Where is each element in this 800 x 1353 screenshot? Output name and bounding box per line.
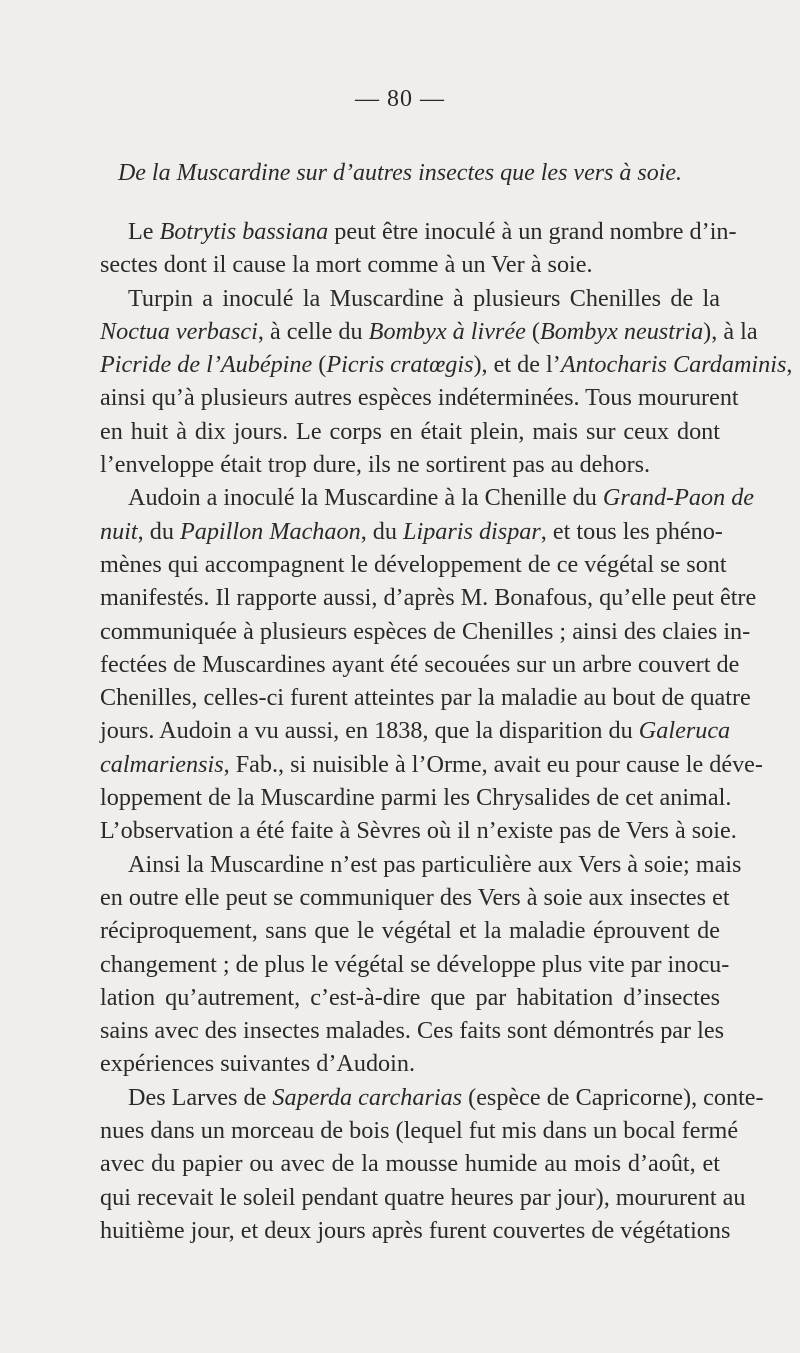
- text-run: mènes qui accompagnent le développement de ce végétal se sont: [100, 550, 727, 578]
- text-run: , à celle du: [257, 317, 369, 345]
- text-line: [100, 1214, 731, 1247]
- text-run: (espèce de Capricorne), conte-: [462, 1083, 764, 1111]
- text-line: [100, 315, 758, 348]
- text-run: , du: [360, 517, 404, 545]
- text-line: [100, 248, 720, 281]
- text-run: Le: [128, 218, 160, 245]
- text-run: manifestés. Il rapporte aussi, d’après M. Bonafous, qu’elle peut être: [100, 584, 757, 612]
- text-line: [100, 348, 793, 381]
- text-line: [100, 681, 751, 714]
- text-line: [100, 1147, 720, 1180]
- text-run: huitième jour, et deux jours après furent couvertes de végétations: [100, 1216, 731, 1244]
- text-run: nues dans un morceau de bois (lequel fut mis dans un bocal fermé: [100, 1117, 739, 1145]
- italic-term: Bombyx à livrée: [368, 317, 526, 345]
- text-run: avec du papier ou avec de la mousse humide au mois d’août, et: [100, 1150, 720, 1178]
- text-run: ), et de l’: [473, 351, 561, 379]
- text-run: jours. Audoin a vu aussi, en 1838, que la disparition du: [100, 717, 639, 745]
- text-run: (: [312, 351, 327, 379]
- text-run: en huit à dix jours. Le corps en était plein, mais sur ceux dont: [100, 417, 720, 445]
- text-run: Turpin a inoculé la Muscardine à plusieurs Chenilles de la: [128, 284, 720, 312]
- text-run: loppement de la Muscardine parmi les Chrysalides de cet animal.: [100, 784, 732, 812]
- text-run: expériences suivantes d’Audoin.: [100, 1050, 416, 1078]
- page-number: — 80 —: [355, 86, 445, 112]
- text-line: [100, 515, 723, 548]
- text-run: ), à la: [703, 317, 758, 345]
- text-run: peut être inoculé à un grand nombre d’in-: [328, 218, 737, 245]
- text-run: l’enveloppe était trop dure, ils ne sortirent pas au dehors.: [100, 451, 651, 479]
- italic-term: Galeruca: [638, 717, 731, 745]
- text-run: ,: [786, 351, 793, 379]
- italic-term: Bombyx neustria: [539, 317, 704, 345]
- text-run: communiquée à plusieurs espèces de Chenilles ; ainsi des claies in-: [100, 617, 751, 645]
- text-run: sectes dont il cause la mort comme à un Ver à soie.: [100, 251, 593, 279]
- text-run: , du: [137, 517, 180, 545]
- italic-term: Botrytis bassiana: [159, 218, 329, 245]
- text-line: [100, 981, 720, 1014]
- body-text: [100, 215, 793, 1247]
- text-run: sains avec des insectes malades. Ces faits sont démontrés par les: [100, 1017, 724, 1045]
- text-line: [100, 381, 739, 414]
- text-line: [100, 282, 720, 315]
- text-line: [100, 714, 731, 747]
- text-run: Chenilles, celles-ci furent atteintes par la maladie au bout de quatre: [100, 684, 751, 712]
- italic-term: Grand-Paon de: [602, 484, 755, 512]
- text-line: [100, 1047, 720, 1080]
- section-title: De la Muscardine sur d’autres insectes que les vers à soie.: [117, 160, 683, 186]
- text-run: réciproquement, sans que le végétal et la maladie éprouvent de: [100, 917, 720, 945]
- text-line: [100, 215, 737, 248]
- text-line: [100, 1014, 724, 1047]
- italic-term: Picris cratœgis: [326, 351, 474, 379]
- text-run: Ainsi la Muscardine n’est pas particulière aux Vers à soie; mais: [128, 850, 742, 878]
- text-line: [100, 881, 730, 914]
- italic-term: Noctua verbasci: [100, 317, 258, 345]
- text-line: [100, 948, 730, 981]
- text-line: [100, 615, 751, 648]
- text-run: fectées de Muscardines ayant été secouées sur un arbre couvert de: [100, 650, 740, 678]
- text-line: [100, 481, 755, 514]
- text-line: [100, 448, 720, 481]
- italic-term: Saperda carcharias: [272, 1083, 463, 1111]
- text-run: Des Larves de: [128, 1083, 273, 1111]
- text-line: [100, 648, 740, 681]
- text-run: changement ; de plus le végétal se développe plus vite par inocu-: [100, 950, 730, 978]
- text-line: [100, 1081, 764, 1114]
- text-line: [100, 914, 720, 947]
- text-line: [100, 848, 742, 881]
- text-line: [100, 748, 763, 781]
- italic-term: calmariensis: [100, 750, 224, 778]
- text-line: [100, 781, 732, 814]
- italic-term: Picride de l’Aubépine: [100, 351, 313, 379]
- text-run: L’observation a été faite à Sèvres où il n’existe pas de Vers à soie.: [100, 817, 737, 845]
- text-run: , et tous les phéno-: [540, 517, 723, 545]
- text-line: [100, 814, 737, 847]
- italic-term: Liparis dispar: [403, 517, 541, 545]
- text-run: (: [525, 317, 540, 345]
- text-line: [100, 1114, 739, 1147]
- text-line: [100, 1181, 746, 1214]
- text-line: [100, 548, 727, 581]
- text-run: lation qu’autrement, c’est-à-dire que par habitation d’insectes: [100, 983, 720, 1011]
- text-run: , Fab., si nuisible à l’Orme, avait eu pour cause le déve-: [223, 750, 763, 778]
- text-line: [100, 415, 720, 448]
- italic-term: Antocharis Cardaminis: [560, 351, 787, 379]
- text-run: ainsi qu’à plusieurs autres espèces indéterminées. Tous moururent: [100, 384, 739, 412]
- text-line: [100, 581, 757, 614]
- text-run: Audoin a inoculé la Muscardine à la Chenille du: [128, 484, 603, 512]
- text-run: en outre elle peut se communiquer des Vers à soie aux insectes et: [100, 883, 730, 911]
- text-run: qui recevait le soleil pendant quatre heures par jour), moururent au: [100, 1183, 746, 1211]
- italic-term: Papillon Machaon: [179, 517, 361, 545]
- italic-term: nuit: [100, 517, 138, 545]
